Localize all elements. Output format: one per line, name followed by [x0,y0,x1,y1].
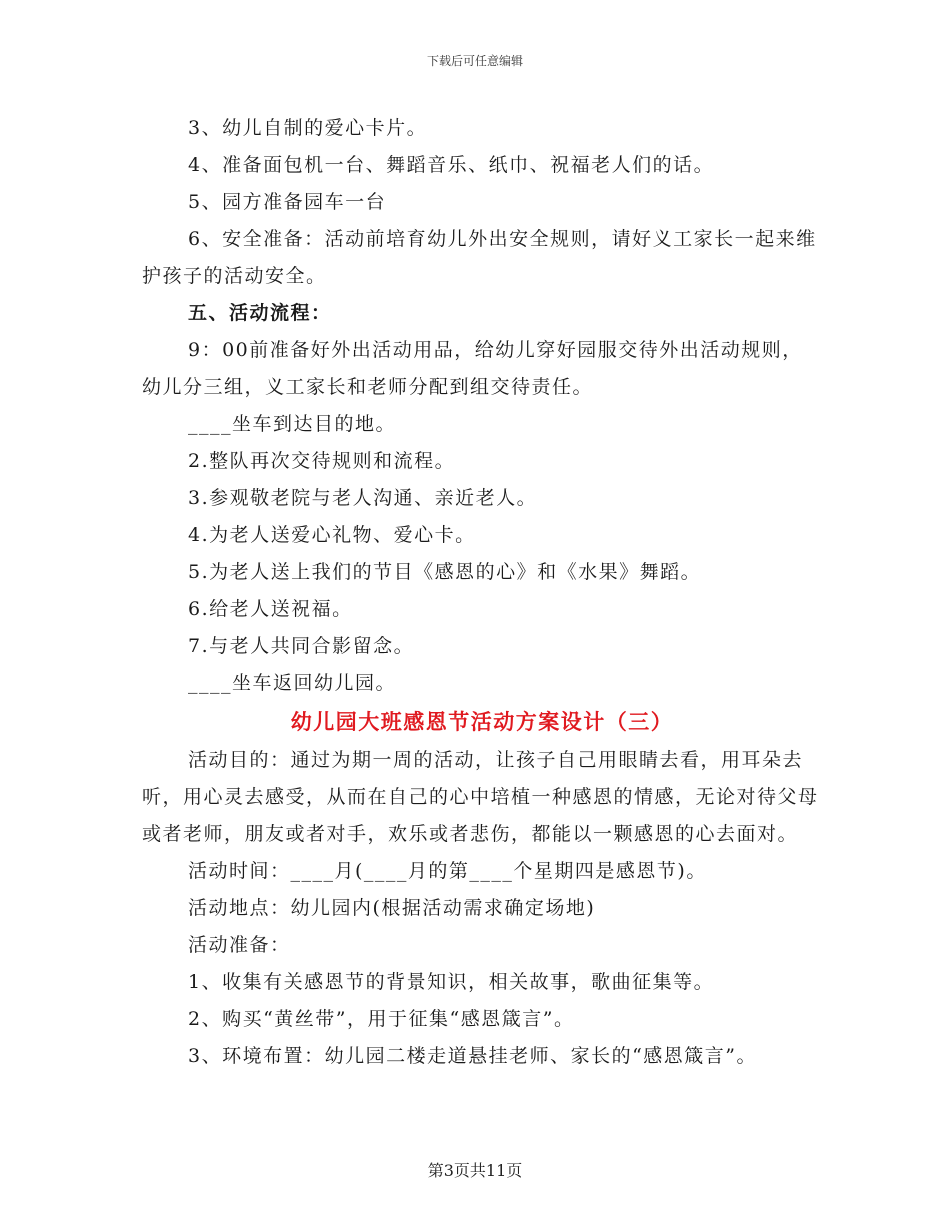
purpose-paragraph: 活动目的：通过为期一周的活动，让孩子自己用眼睛去看，用耳朵去听，用心灵去感受，从而在自己的心中培植一种感恩的情感，无论对待父母或者老师，朋友或者对手，欢乐或者悲伤，都能以一颗感恩的心去面对。 [142,749,819,845]
prep-item-4: 4、准备面包机一台、舞蹈音乐、纸巾、祝福老人们的话。 [188,154,715,176]
flow-step: 2.整队再次交待规则和流程。 [188,450,456,472]
activity-time: 活动时间：____月(____月的第____个星期四是感恩节)。 [188,860,707,882]
activity-prep-item: 2、购买“黄丝带”，用于征集“感恩箴言”。 [188,1008,575,1030]
flow-step: 4.为老人送爱心礼物、爱心卡。 [188,524,476,546]
activity-prep-item: 3、环境布置：幼儿园二楼走道悬挂老师、家长的“感恩箴言”。 [188,1045,758,1067]
flow-step: ____坐车到达目的地。 [188,413,397,435]
page-header: 下载后可任意编辑 [426,54,523,68]
flow-step: ____坐车返回幼儿园。 [188,672,397,694]
activity-prep-heading: 活动准备： [188,934,291,956]
flow-step: 7.与老人共同合影留念。 [188,635,415,657]
flow-intro-paragraph: 9：00前准备好外出活动用品，给幼儿穿好园服交待外出活动规则，幼儿分三组，义工家长和老师分配到组交待责任。 [142,339,803,398]
activity-location: 活动地点：幼儿园内(根据活动需求确定场地) [188,897,596,919]
section-heading-flow: 五、活动流程： [188,302,332,324]
activity-prep-item: 1、收集有关感恩节的背景知识，相关故事，歌曲征集等。 [188,971,715,993]
document-body [142,110,822,1075]
prep-item-5: 5、园方准备园车一台 [188,191,387,213]
prep-item-6-safety: 6、安全准备：活动前培育幼儿外出安全规则，请好义工家长一起来维护孩子的活动安全。 [142,228,817,287]
prep-item-3: 3、幼儿自制的爱心卡片。 [188,117,428,139]
section-title: 幼儿园大班感恩节活动方案设计（三） [290,709,674,734]
page-footer: 第3页共11页 [427,1161,523,1180]
flow-step: 6.给老人送祝福。 [188,598,353,620]
flow-step: 3.参观敬老院与老人沟通、亲近老人。 [188,487,538,509]
flow-step: 5.为老人送上我们的节目《感恩的心》和《水果》舞蹈。 [188,561,702,583]
